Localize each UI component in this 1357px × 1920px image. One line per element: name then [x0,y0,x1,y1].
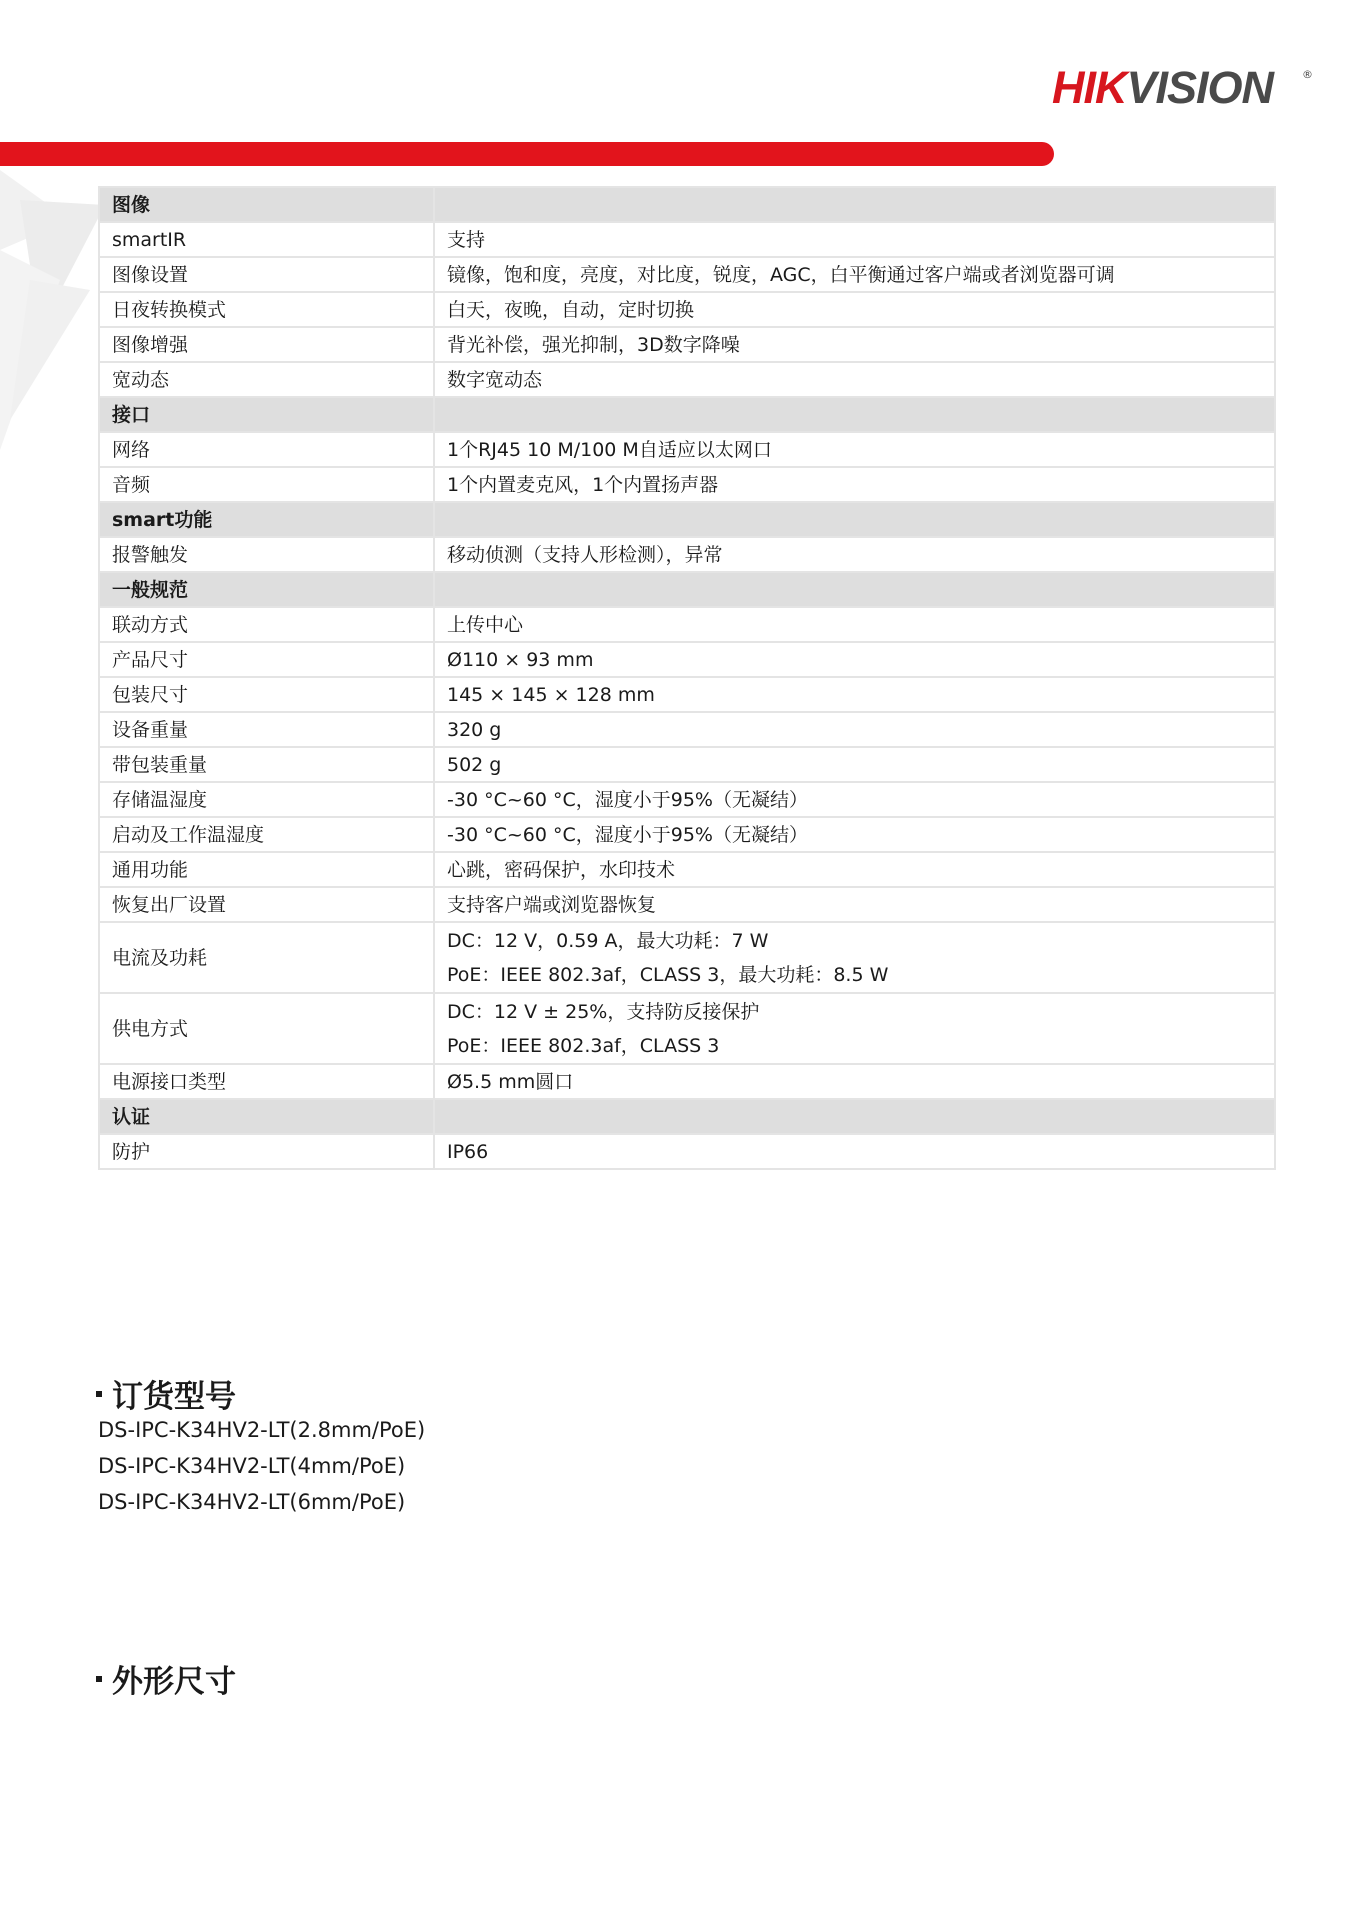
spec-label: 宽动态 [99,362,434,397]
hikvision-logo [1052,58,1312,116]
spec-value: Ø110 × 93 mm [447,648,594,671]
spec-value-cell [434,993,1275,1064]
section-spacer [434,572,1275,607]
spec-value-cell [434,432,1275,467]
section-title: 一般规范 [99,572,434,607]
spec-value: 502 g [447,753,502,776]
spec-value-cell [434,607,1275,642]
spec-value-cell [434,257,1275,292]
spec-value: -30 °C~60 °C，湿度小于95%（无凝结） [447,823,808,846]
decorative-triangles [0,160,105,450]
bullet-square-icon [96,1391,102,1397]
spec-label: 日夜转换模式 [99,292,434,327]
registered-mark: ® [1302,68,1313,81]
spec-row [99,852,1275,887]
spec-value-cell [434,852,1275,887]
header-red-bar [0,142,1054,166]
spec-label: smartIR [99,222,434,257]
spec-row [99,642,1275,677]
spec-label: 启动及工作温湿度 [99,817,434,852]
spec-label: 存储温湿度 [99,782,434,817]
model-item: DS-IPC-K34HV2-LT(2.8mm/PoE) [98,1418,426,1442]
section-title: 图像 [99,187,434,222]
section-title: 接口 [99,397,434,432]
spec-label: 音频 [99,467,434,502]
spec-label: 包装尺寸 [99,677,434,712]
spec-value: 1个内置麦克风，1个内置扬声器 [447,473,719,496]
spec-row [99,432,1275,467]
spec-label: 供电方式 [99,993,434,1064]
model-item: DS-IPC-K34HV2-LT(4mm/PoE) [98,1454,406,1478]
logo-part-vision: VISION [1126,62,1274,113]
spec-row [99,1064,1275,1099]
spec-value: -30 °C~60 °C，湿度小于95%（无凝结） [447,788,808,811]
spec-row [99,817,1275,852]
spec-value: 数字宽动态 [447,368,543,391]
spec-label: 防护 [99,1134,434,1169]
section-title: smart功能 [99,502,434,537]
spec-value-cell [434,887,1275,922]
spec-value-cell [434,327,1275,362]
spec-value: IP66 [447,1140,489,1163]
spec-value: 上传中心 [447,613,524,636]
spec-row [99,993,1275,1064]
section-header-row [99,397,1275,432]
spec-value: Ø5.5 mm圆口 [447,1070,574,1093]
spec-value: DC：12 V，0.59 A，最大功耗：7 W [447,929,769,952]
spec-row [99,362,1275,397]
spec-row [99,782,1275,817]
spec-value: DC：12 V ± 25%，支持防反接保护 [447,1000,760,1023]
spec-label: 图像增强 [99,327,434,362]
spec-table [98,186,1276,1170]
spec-value-cell [434,1064,1275,1099]
spec-value: 移动侦测（支持人形检测），异常 [447,543,723,566]
dimensions-heading-text: 外形尺寸 [112,1664,236,1700]
spec-value: 镜像，饱和度，亮度，对比度，锐度，AGC，白平衡通过客户端或者浏览器可调 [447,263,1115,286]
spec-row [99,257,1275,292]
spec-label: 电源接口类型 [99,1064,434,1099]
spec-value: PoE：IEEE 802.3af，CLASS 3，最大功耗：8.5 W [447,963,889,986]
model-item: DS-IPC-K34HV2-LT(6mm/PoE) [98,1490,406,1514]
spec-label: 电流及功耗 [99,922,434,993]
spec-value: 白天，夜晚，自动，定时切换 [447,298,695,321]
section-title: 认证 [99,1099,434,1134]
spec-value-cell [434,677,1275,712]
spec-value-cell [434,712,1275,747]
spec-row [99,712,1275,747]
spec-label: 恢复出厂设置 [99,887,434,922]
spec-value: PoE：IEEE 802.3af，CLASS 3 [447,1034,720,1057]
spec-row [99,887,1275,922]
order-heading [96,1371,236,1416]
section-header-row [99,187,1275,222]
model-list [98,1412,425,1520]
spec-row [99,292,1275,327]
spec-table-body [99,187,1275,1169]
spec-value: 支持 [447,228,486,251]
spec-label: 通用功能 [99,852,434,887]
spec-value-cell [434,537,1275,572]
spec-label: 网络 [99,432,434,467]
section-spacer [434,1099,1275,1134]
section-header-row [99,502,1275,537]
spec-row [99,467,1275,502]
spec-label: 带包装重量 [99,747,434,782]
spec-value: 支持客户端或浏览器恢复 [447,893,657,916]
spec-label: 产品尺寸 [99,642,434,677]
section-spacer [434,502,1275,537]
section-spacer [434,187,1275,222]
section-header-row [99,1099,1275,1134]
spec-row [99,922,1275,993]
spec-value-cell [434,747,1275,782]
spec-value-cell [434,642,1275,677]
dimensions-heading [96,1656,236,1701]
spec-value-cell [434,782,1275,817]
spec-value-cell [434,362,1275,397]
spec-label: 报警触发 [99,537,434,572]
spec-value-cell [434,1134,1275,1169]
spec-value: 320 g [447,718,502,741]
spec-value: 1个RJ45 10 M/100 M自适应以太网口 [447,438,772,461]
spec-row [99,1134,1275,1169]
spec-value-cell [434,922,1275,993]
order-heading-text: 订货型号 [112,1379,236,1415]
bullet-square-icon [96,1676,102,1682]
spec-value-cell [434,292,1275,327]
spec-label: 联动方式 [99,607,434,642]
spec-row [99,222,1275,257]
spec-row [99,607,1275,642]
section-header-row [99,572,1275,607]
spec-value-cell [434,222,1275,257]
spec-row [99,677,1275,712]
spec-row [99,327,1275,362]
logo-part-hik: HIK [1052,62,1127,113]
section-spacer [434,397,1275,432]
spec-row [99,537,1275,572]
spec-value-cell [434,817,1275,852]
spec-value: 背光补偿，强光抑制，3D数字降噪 [447,333,740,356]
spec-label: 图像设置 [99,257,434,292]
spec-label: 设备重量 [99,712,434,747]
spec-row [99,747,1275,782]
spec-value-cell [434,467,1275,502]
spec-value: 145 × 145 × 128 mm [447,683,655,706]
spec-value: 心跳，密码保护，水印技术 [447,858,676,881]
